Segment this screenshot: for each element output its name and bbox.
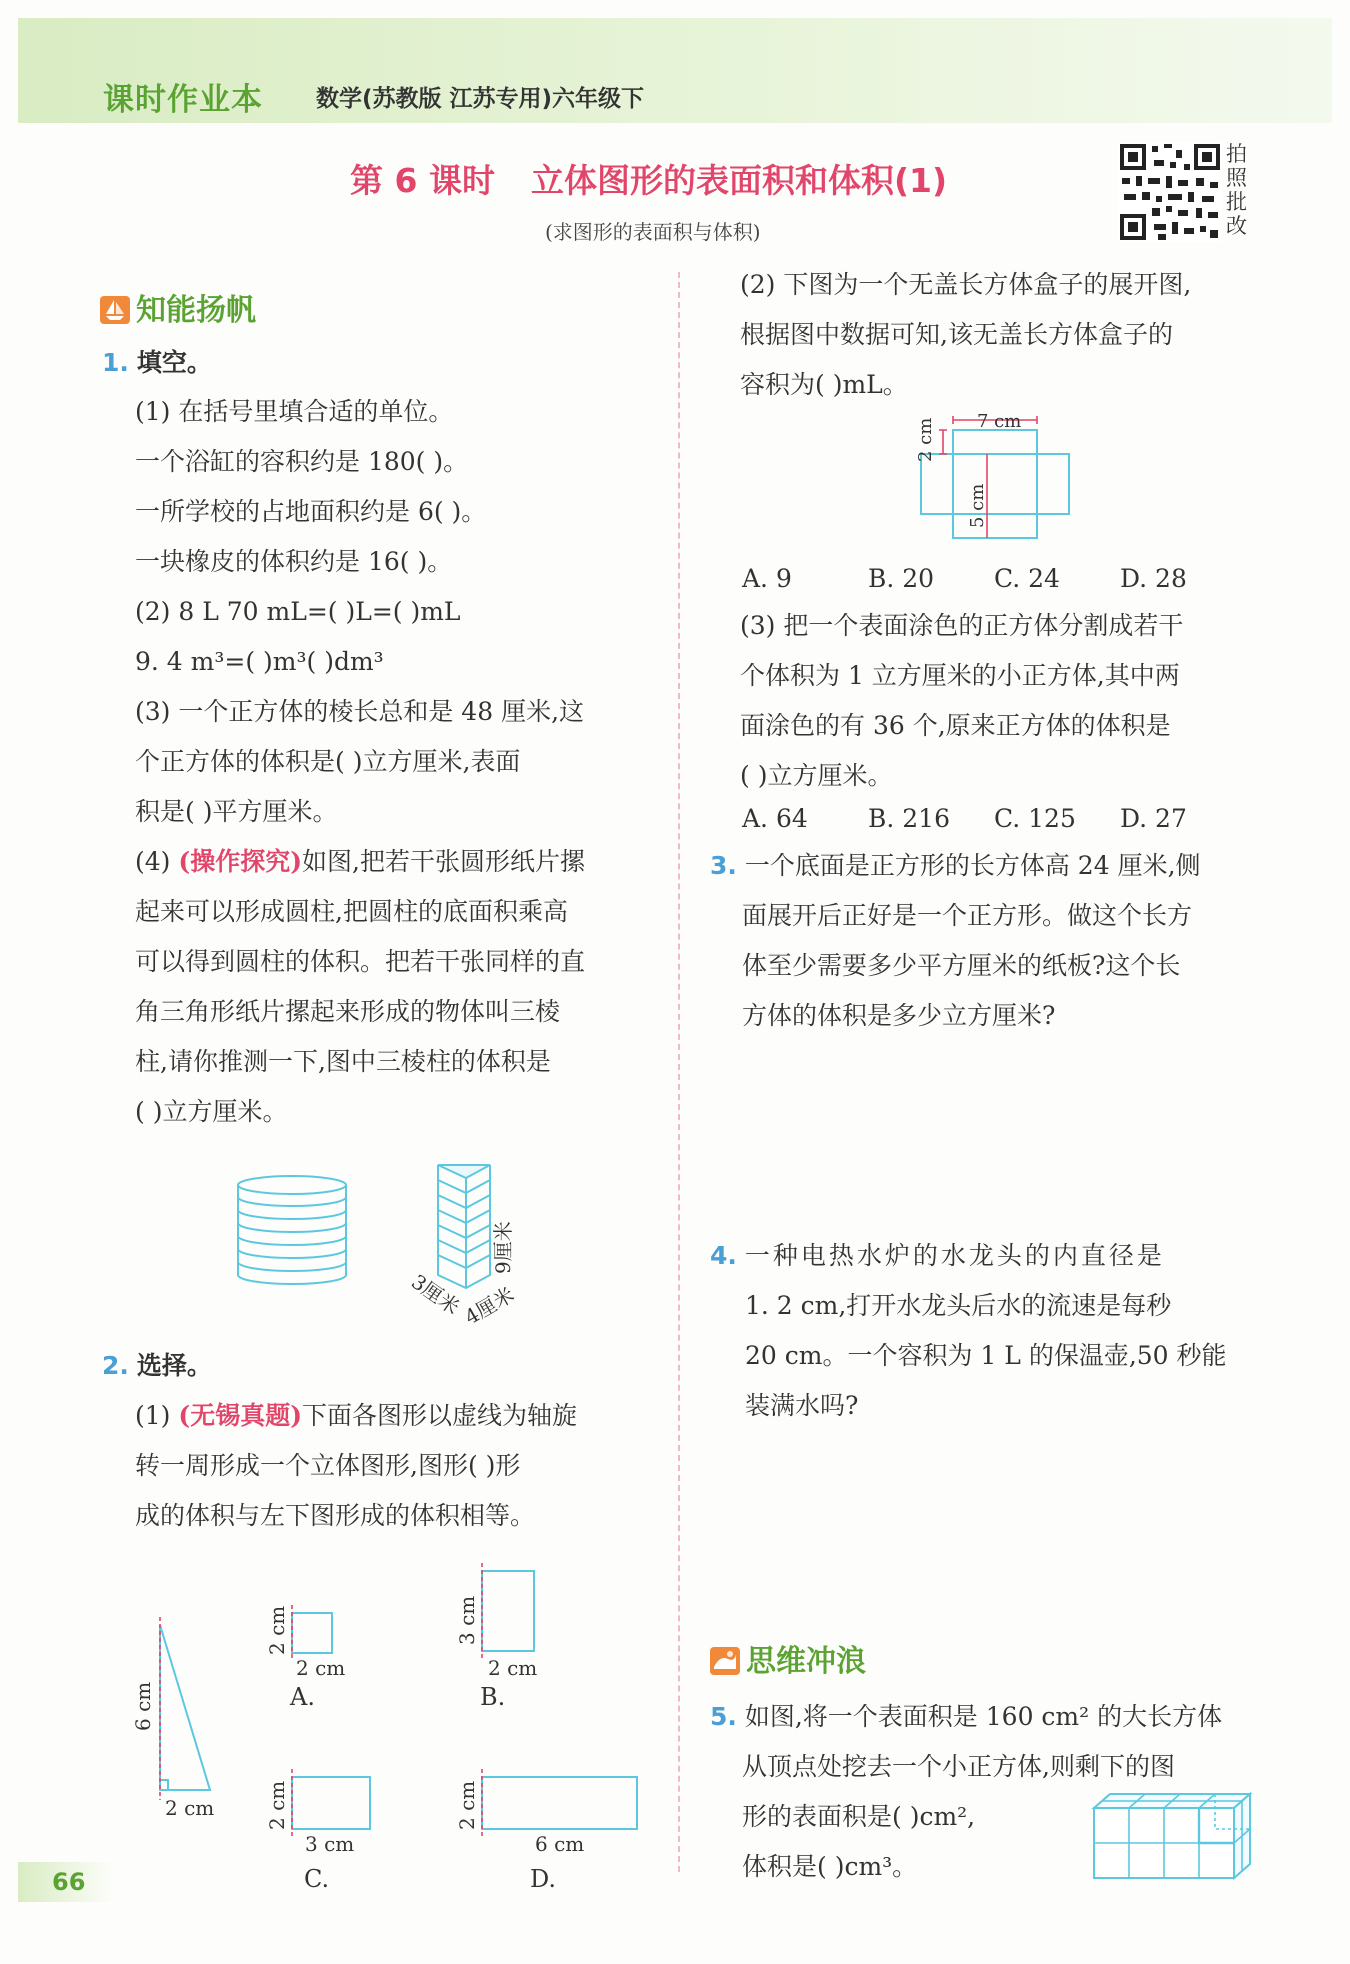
q2-title: 选择。 bbox=[136, 1351, 212, 1380]
c-width-label: 3 cm bbox=[305, 1832, 355, 1856]
a-width-label: 2 cm bbox=[296, 1656, 346, 1680]
q1-p4-text: 如图,把若干张圆形纸片摞 bbox=[302, 847, 585, 876]
q1-p4-l4: 角三角形纸片摞起来形成的物体叫三棱 bbox=[135, 997, 561, 1026]
prism-height-label: 9厘米 bbox=[491, 1221, 515, 1274]
q3-l1 bbox=[710, 852, 1201, 880]
q2-p1-text: 下面各图形以虚线为轴旋 bbox=[302, 1401, 578, 1430]
q4-l1 bbox=[710, 1242, 1165, 1270]
q3-l4: 方体的体积是多少立方厘米? bbox=[742, 1001, 1056, 1030]
section-basic bbox=[100, 285, 256, 329]
q2-p2-option-3: D. 28 bbox=[1120, 564, 1187, 593]
q2-p3-option-2: C. 125 bbox=[994, 804, 1076, 833]
q4-number: 4. bbox=[710, 1241, 737, 1270]
q1-p3-l1: (3) 一个正方体的棱长总和是 48 厘米,这 bbox=[135, 697, 585, 726]
book-subtitle: 数学(苏教版 江苏专用)六年级下 bbox=[316, 86, 645, 112]
q2-p2-l3: 容积为( )mL。 bbox=[740, 370, 908, 399]
option-c-label: C. bbox=[304, 1865, 330, 1893]
q1-p4-l1 bbox=[135, 848, 585, 876]
q2-p1-l1 bbox=[135, 1402, 577, 1430]
q4-l3: 20 cm。一个容积为 1 L 的保温壶,50 秒能 bbox=[745, 1341, 1227, 1370]
q1-p4-l3: 可以得到圆柱的体积。把若干张同样的直 bbox=[135, 947, 586, 976]
sailboat-icon bbox=[100, 296, 130, 324]
lesson-title bbox=[350, 155, 947, 202]
q3-number: 3. bbox=[710, 851, 737, 880]
q2-p2-options bbox=[742, 565, 1246, 593]
q3-l2: 面展开后正好是一个正方形。做这个长方 bbox=[742, 901, 1193, 930]
option-d-label: D. bbox=[530, 1865, 557, 1893]
q2-p2-l1: (2) 下图为一个无盖长方体盒子的展开图, bbox=[740, 270, 1192, 299]
lesson-subtitle: (求图形的表面积与体积) bbox=[545, 220, 761, 244]
q1-p4-l2: 起来可以形成圆柱,把圆柱的底面积乘高 bbox=[135, 897, 568, 926]
q1-p3-l3: 积是( )平方厘米。 bbox=[135, 797, 338, 826]
q5-l2: 从顶点处挖去一个小正方体,则剩下的图 bbox=[742, 1752, 1175, 1781]
box-net-figure bbox=[895, 412, 1095, 547]
q1-p4-prefix: (4) bbox=[135, 847, 179, 876]
rotation-figures bbox=[120, 1555, 660, 1900]
q2-p1-prefix: (1) bbox=[135, 1401, 179, 1430]
q2-p3-l2: 个体积为 1 立方厘米的小正方体,其中两 bbox=[740, 661, 1180, 690]
q1-p2-a: (2) 8 L 70 mL=( )L=( )mL bbox=[135, 597, 461, 626]
q1-p1-intro: (1) 在括号里填合适的单位。 bbox=[135, 397, 454, 426]
q1-p1-a: 一个浴缸的容积约是 180( )。 bbox=[135, 447, 469, 476]
q3-l3: 体至少需要多少平方厘米的纸板?这个长 bbox=[742, 951, 1181, 980]
d-height-label: 2 cm bbox=[455, 1780, 479, 1830]
q2-p2-option-1: B. 20 bbox=[868, 564, 935, 593]
q2-p3-l4: ( )立方厘米。 bbox=[740, 761, 893, 790]
q1-p1-b: 一所学校的占地面积约是 6( )。 bbox=[135, 497, 487, 526]
section-advanced bbox=[710, 1636, 866, 1680]
section-basic-label: 知能扬帆 bbox=[136, 293, 256, 328]
prism-side-b-label: 4厘米 bbox=[460, 1282, 519, 1330]
cylinder-stack-figure bbox=[235, 1175, 350, 1290]
q2-p3-l3: 面涂色的有 36 个,原来正方体的体积是 bbox=[740, 711, 1171, 740]
b-height-label: 3 cm bbox=[455, 1595, 479, 1645]
q1-title: 填空。 bbox=[136, 348, 212, 377]
section-advanced-label: 思维冲浪 bbox=[746, 1644, 866, 1679]
b-width-label: 2 cm bbox=[488, 1656, 538, 1680]
q1-p2-b: 9. 4 m³=( )m³( )dm³ bbox=[135, 647, 384, 676]
option-a-label: A. bbox=[290, 1683, 315, 1711]
q4-text-1: 一种电热水炉的水龙头的内直径是 bbox=[744, 1241, 1165, 1270]
q5-text-1: 如图,将一个表面积是 160 cm² 的大长方体 bbox=[744, 1702, 1223, 1731]
wave-icon bbox=[710, 1647, 740, 1675]
q4-l2: 1. 2 cm,打开水龙头后水的流速是每秒 bbox=[745, 1291, 1172, 1320]
q2-p3-l1: (3) 把一个表面涂色的正方体分割成若干 bbox=[740, 611, 1184, 640]
q4-l4: 装满水吗? bbox=[745, 1391, 859, 1420]
book-brand: 课时作业本 bbox=[103, 82, 263, 118]
option-b-label: B. bbox=[480, 1683, 506, 1711]
q2-p3-option-0: A. 64 bbox=[742, 804, 808, 833]
q2-heading bbox=[102, 1352, 212, 1380]
q5-l3: 形的表面积是( )cm², bbox=[742, 1802, 976, 1831]
q2-p2-option-0: A. 9 bbox=[742, 564, 792, 593]
q2-p1-l2: 转一周形成一个立体图形,图形( )形 bbox=[135, 1451, 521, 1480]
q1-p4-tag: (操作探究) bbox=[178, 847, 303, 876]
net-top-label: 7 cm bbox=[977, 411, 1022, 432]
lesson-number: 第 6 课时 bbox=[350, 161, 495, 200]
net-left-label: 2 cm bbox=[915, 417, 936, 462]
c-height-label: 2 cm bbox=[265, 1780, 289, 1830]
triangular-prism-figure bbox=[407, 1160, 570, 1340]
header-banner bbox=[18, 18, 1332, 123]
q2-p3-option-3: D. 27 bbox=[1120, 804, 1187, 833]
q3-text-1: 一个底面是正方形的长方体高 24 厘米,侧 bbox=[744, 851, 1201, 880]
q2-number: 2. bbox=[102, 1351, 129, 1380]
a-height-label: 2 cm bbox=[265, 1605, 289, 1655]
q1-p3-l2: 个正方体的体积是( )立方厘米,表面 bbox=[135, 747, 521, 776]
q1-p1-c: 一块橡皮的体积约是 16( )。 bbox=[135, 547, 453, 576]
column-divider bbox=[678, 272, 680, 1872]
q5-l1 bbox=[710, 1703, 1222, 1731]
lesson-name: 立体图形的表面积和体积(1) bbox=[530, 161, 948, 200]
q1-heading bbox=[102, 349, 212, 377]
prism-side-a-label: 3厘米 bbox=[407, 1269, 465, 1320]
main-width-label: 2 cm bbox=[165, 1796, 215, 1820]
d-width-label: 6 cm bbox=[535, 1832, 585, 1856]
q2-p2-l2: 根据图中数据可知,该无盖长方体盒子的 bbox=[740, 320, 1173, 349]
net-mid-label: 5 cm bbox=[967, 483, 988, 528]
qr-label: 拍照批改 bbox=[1226, 142, 1247, 238]
q1-number: 1. bbox=[102, 348, 129, 377]
qr-code-icon[interactable] bbox=[1118, 142, 1222, 242]
q2-p1-tag: (无锡真题) bbox=[178, 1401, 303, 1430]
q2-p3-option-1: B. 216 bbox=[868, 804, 950, 833]
main-height-label: 6 cm bbox=[131, 1681, 155, 1731]
q2-p1-l3: 成的体积与左下图形成的体积相等。 bbox=[135, 1501, 536, 1530]
q5-l4: 体积是( )cm³。 bbox=[742, 1852, 918, 1881]
q1-p4-l6: ( )立方厘米。 bbox=[135, 1097, 288, 1126]
q5-number: 5. bbox=[710, 1702, 737, 1731]
q2-p2-option-2: C. 24 bbox=[994, 564, 1060, 593]
q1-p4-l5: 柱,请你推测一下,图中三棱柱的体积是 bbox=[135, 1047, 551, 1076]
cuboid-figure bbox=[1090, 1786, 1260, 1886]
q2-p3-options bbox=[742, 805, 1246, 833]
page-number: 66 bbox=[18, 1862, 114, 1902]
